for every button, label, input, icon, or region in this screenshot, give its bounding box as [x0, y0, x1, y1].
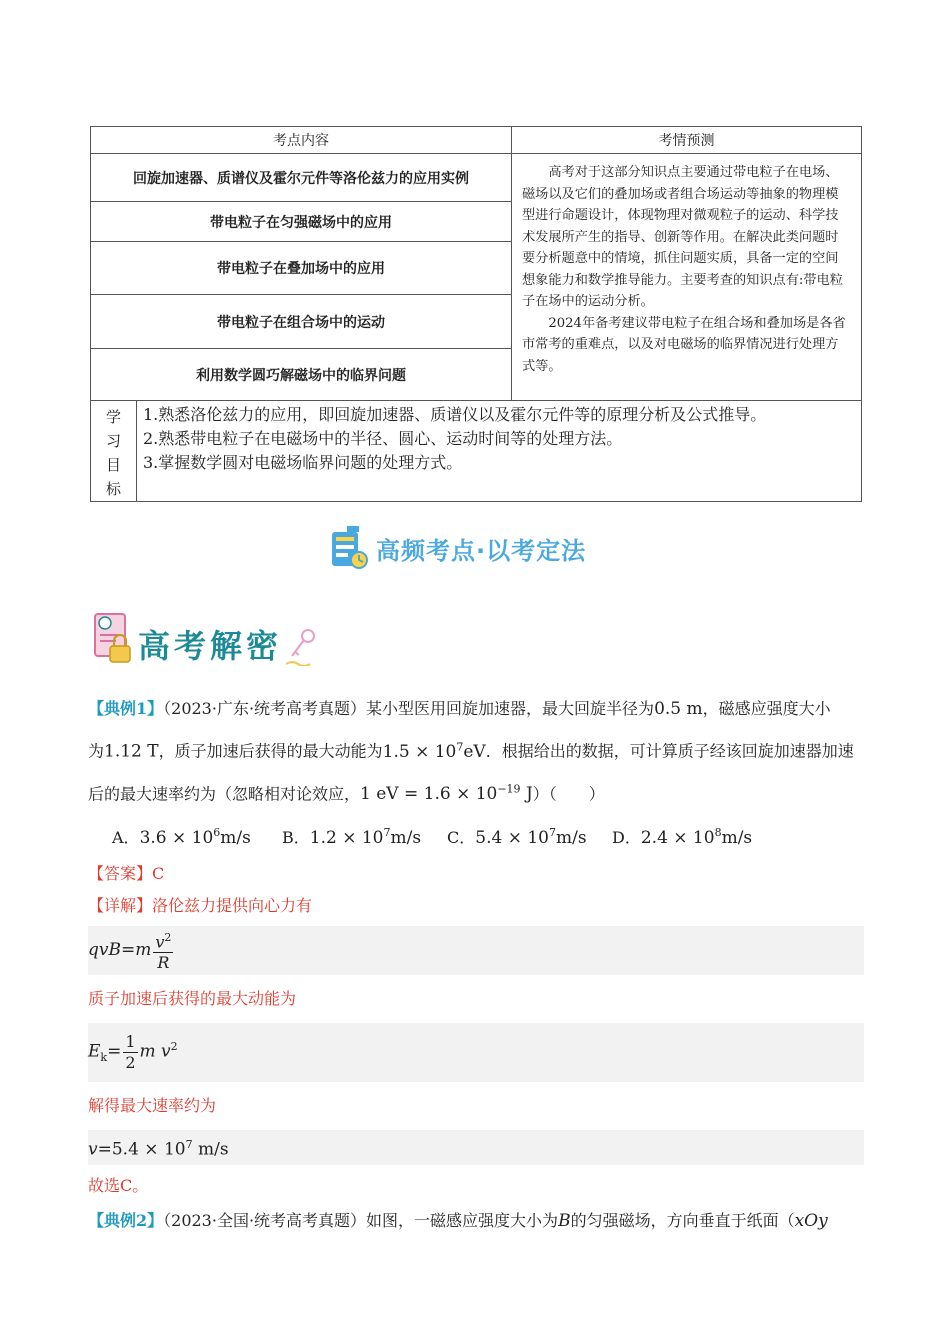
question-text: 后的最大速率约为（忽略相对论效应，	[88, 784, 361, 804]
section-banner	[330, 525, 586, 571]
option-exponent: 6	[213, 826, 221, 840]
answer-line	[88, 858, 864, 890]
question-text: ．根据给出的数据，可计算质子经该回旋加速器加速	[485, 741, 854, 761]
option-exponent: 7	[548, 826, 556, 840]
option-letter: B．	[282, 827, 310, 847]
fraction-exponent: 2	[164, 930, 172, 944]
option-b[interactable]	[282, 813, 447, 857]
goals-label-char: 学	[105, 408, 121, 426]
formula-term: =	[107, 1041, 122, 1062]
option-unit: m/s	[721, 827, 753, 848]
formula-term: v	[88, 1139, 98, 1160]
formula-velocity	[88, 1130, 864, 1165]
formula-unit: m/s	[192, 1139, 229, 1160]
detail-text: 洛伦兹力提供向心力有	[152, 895, 313, 915]
goals-label	[91, 401, 137, 502]
energy-unit: eV	[463, 741, 486, 762]
formula-exponent: 7	[185, 1138, 193, 1152]
answer-value: C	[152, 863, 165, 883]
topic-row: 利用数学圆巧解磁场中的临界问题	[91, 349, 512, 401]
detail-text: 质子加速后获得的最大动能为	[88, 988, 297, 1008]
formula-kinetic-energy	[88, 1023, 864, 1082]
detail-text: 解得最大速率约为	[88, 1096, 217, 1116]
fraction-denominator: R	[157, 952, 170, 972]
formula-exponent: 2	[170, 1039, 178, 1053]
example1-question	[88, 690, 864, 813]
ev-exponent: −19	[497, 782, 521, 796]
question-text: ）（ ）	[532, 784, 605, 804]
topic-row: 带电粒子在匀强磁场中的应用	[91, 202, 512, 242]
fraction-denominator: 2	[125, 1052, 136, 1072]
plane-symbol: xOy	[794, 1210, 828, 1231]
example1-tag: 【典例1】	[88, 699, 164, 718]
formula-term: E	[88, 1041, 101, 1062]
option-letter: A．	[112, 827, 140, 847]
goal-item: 2.熟悉带电粒子在电磁场中的半径、圆心、运动时间等的处理方法。	[143, 429, 623, 448]
example2-source: （2023·全国·统考高考真题）	[163, 1210, 367, 1230]
option-letter: D．	[612, 827, 641, 847]
option-letter: C．	[447, 827, 476, 847]
example2-tag: 【典例2】	[88, 1210, 164, 1230]
goals-label-char: 习	[105, 432, 121, 450]
formula-term: =5.4 × 10	[97, 1139, 186, 1160]
goals-label-char: 目	[105, 456, 121, 474]
energy-exponent: 7	[456, 740, 464, 753]
option-mantissa: 3.6 × 10	[139, 827, 214, 848]
header-topic: 考点内容	[91, 127, 512, 154]
topic-row: 带电粒子在叠加场中的应用	[91, 242, 512, 295]
exam-paper-lock-icon	[92, 610, 134, 666]
formula-term: m v	[139, 1041, 171, 1062]
option-mantissa: 5.4 × 10	[475, 827, 549, 848]
formula-lorentz	[88, 926, 864, 975]
goals-list	[137, 401, 862, 502]
forecast-paragraph: 2024年备考建议带电粒子在组合场和叠加场是各省市常考的重难点，以及对电磁场的临界情况进行处理方式等。	[522, 315, 846, 374]
topic-row: 回旋加速器、质谱仪及霍尔元件等洛伦兹力的应用实例	[91, 154, 512, 202]
header-forecast: 考情预测	[512, 127, 862, 154]
question-text: ，磁感应强度大小	[702, 699, 831, 718]
goal-item: 1.熟悉洛伦兹力的应用，即回旋加速器、质谱仪以及霍尔元件等的原理分析及公式推导。	[143, 405, 767, 424]
option-unit: m/s	[555, 827, 587, 848]
formula-term: qvB	[88, 939, 121, 960]
answer-tag: 【答案】	[88, 863, 153, 883]
field-value: 1.12 T	[104, 741, 159, 762]
option-mantissa: 2.4 × 10	[640, 827, 715, 848]
option-exponent: 8	[714, 826, 722, 840]
energy-mantissa: 1.5 × 10	[382, 741, 457, 762]
summary-table	[90, 126, 862, 502]
option-mantissa: 1.2 × 10	[309, 827, 384, 848]
question-text: 为	[88, 741, 105, 761]
ev-conversion	[360, 784, 533, 804]
detail-text: 故选C。	[88, 1175, 149, 1195]
answer-options	[112, 813, 864, 857]
option-unit: m/s	[220, 827, 251, 848]
fraction-numerator: v	[155, 931, 165, 951]
goal-item: 3.掌握数学圆对电磁场临界问题的处理方式。	[143, 453, 463, 472]
forecast-cell	[512, 154, 862, 401]
formula-fraction	[123, 1032, 137, 1073]
example1-source: （2023·广东·统考高考真题）	[163, 699, 367, 718]
energy-value	[383, 742, 486, 762]
forecast-paragraph: 高考对于这部分知识点主要通过带电粒子在电场、磁场以及它们的叠加场或者组合场运动等抽象的物理模型进行命题设计，体现物理对微观粒子的运动、科学技术发展所产生的指导、创新等作用。在解决此类问题时要分析题意中的情境，抓住问题实质，具备一定的空间想象能力和数学推导能力。主要考查的知识点有:带电粒子在场中的运动分析。	[522, 165, 843, 309]
formula-subscript: k	[100, 1051, 108, 1065]
field-symbol: B	[558, 1210, 571, 1231]
formula-fraction	[153, 928, 173, 973]
option-d[interactable]	[612, 813, 772, 857]
goals-label-char: 标	[105, 480, 121, 498]
option-unit: m/s	[390, 827, 422, 848]
ev-unit: J	[520, 784, 533, 805]
detail-line	[88, 890, 864, 922]
banner-title: 高频考点·以考定法	[376, 536, 587, 565]
radius-value: 0.5 m	[654, 699, 703, 719]
question-text: ，质子加速后获得的最大动能为	[158, 741, 383, 761]
option-c[interactable]	[447, 813, 612, 857]
question-text: 如图，一磁感应强度大小为	[366, 1210, 559, 1230]
example2-question	[88, 1203, 864, 1239]
question-text: 的匀强磁场，方向垂直于纸面（	[570, 1210, 795, 1230]
key-decoration-icon	[286, 626, 322, 666]
option-exponent: 7	[383, 826, 391, 840]
question-text: 某小型医用回旋加速器，最大回旋半径为	[366, 699, 655, 718]
section-heading: 高考解密	[138, 627, 283, 665]
option-a[interactable]	[112, 813, 282, 857]
formula-term: m	[135, 939, 152, 960]
ev-mantissa: 1 eV = 1.6 × 10	[360, 784, 498, 805]
section-title	[92, 610, 322, 666]
formula-term: =	[120, 939, 136, 960]
topic-row: 带电粒子在组合场中的运动	[91, 295, 512, 349]
example-content	[88, 690, 864, 1239]
checklist-clock-icon	[330, 526, 370, 570]
fraction-numerator: 1	[125, 1031, 136, 1051]
detail-tag: 【详解】	[88, 895, 153, 915]
